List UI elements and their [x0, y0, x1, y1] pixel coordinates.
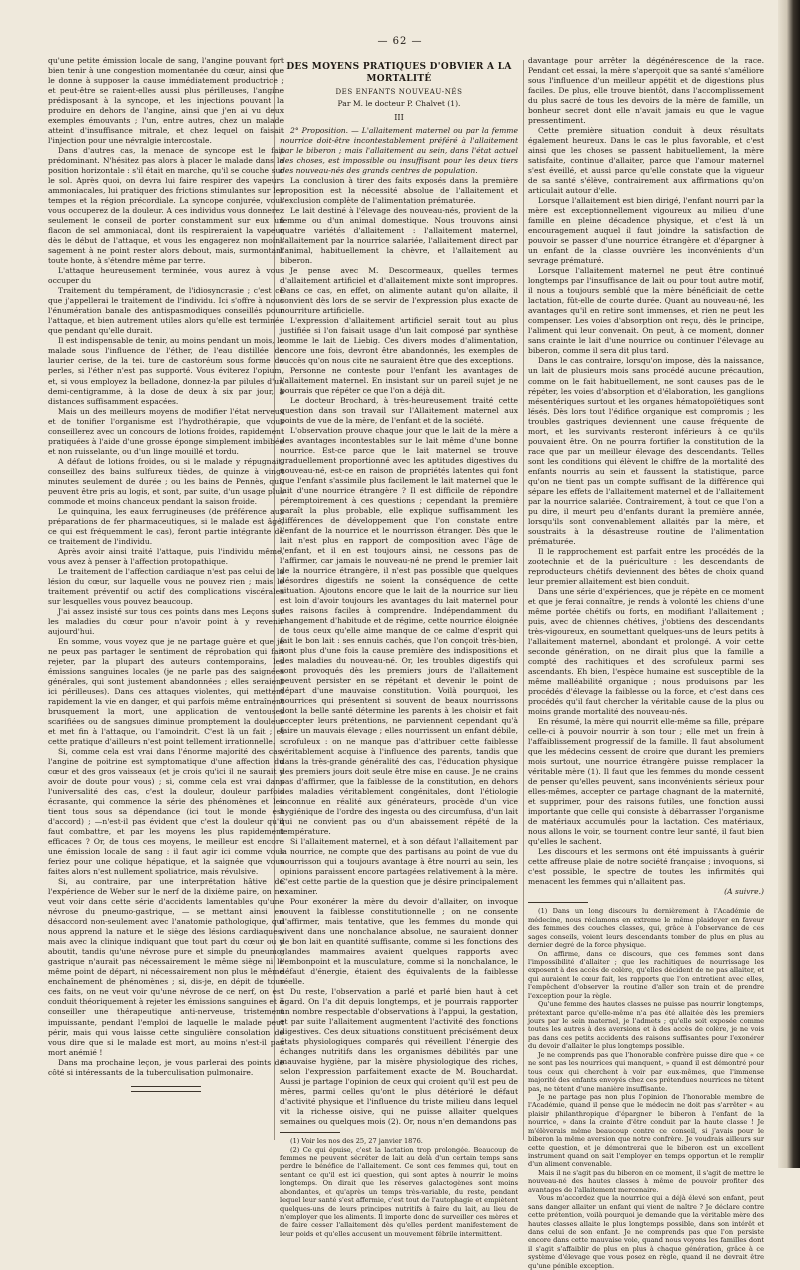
paragraph: Dans une série d'expériences, que je répète en ce moment et que je ferai connaître, je rends à volonté les chiens d'une même portée chétifs ou forts, en modifiant l'allaitement ; puis, avec de chiennes chétives, j'obtiens des descendants très-vigoureux, en soumettant quelques-uns de leurs petits à l'allaitement maternel, abondant et prolongé. A voir cette seconde génération, on ne dirait plus que la famille a compté des rachitiques et des scrofuleux parmi ses ascendants. Eh bien, l'espèce humaine est susceptible de la même malléabilité organique ; nous produisons par les procédés d'élevage la faiblesse ou la force, et c'est dans ces procédés qu'il faut chercher la véritable cause de la plus ou moins grande mortalité des nouveau-nés.: [528, 586, 764, 717]
right-column: [528, 56, 764, 1270]
paragraph: Je pense avec M. Descormeaux, quelles termes d'allaitement artificiel et d'allaitement mixte sont impropres. Dans ce cas, en effet, on alimente autant qu'on allaite, il convient dès lors de se servir de l'expression plus exacte de nourriture artificielle.: [280, 265, 518, 315]
footnote: Je ne partage pas non plus l'opinion de l'honorable membre de l'Académie, quand il pense que le médecin ne doit pas s'arrêter « au plaisir philanthropique d'épargner le biberon à l'enfant de la nourrice, » dans la crainte d'être conduit par la haute classe ! Je m'élèverais même beaucoup contre ce conseil, si j'avais pour le biberon la même aversion que notre confrère. Je voudrais ailleurs sur cette question, et je démontrerai que le biberon est un excellent instrument quand on sait l'employer en temps opportun et le remplir d'un aliment convenable.: [528, 1092, 764, 1169]
to-be-continued: (A suivre.): [724, 887, 764, 897]
section-number: III: [394, 113, 404, 122]
paragraph: 2° Proposition. — L'allaitement maternel ou par la femme nourrice doit-être incontestablement préféré à l'allaitement par le biberon ; mais l'allaitement au sein, dans l'état actuel des choses, est impossible ou insuffisant pour les deux tiers des nouveau-nés des grands centres de population.: [280, 125, 518, 175]
footnote: Vous m'accordez que la nourrice qui a déjà élevé son enfant, peut sans danger allaiter un enfant qui vient de naître ? Je déclare contre cette prétention, voilà pourquoi je demande que la véritable mère des hautes classes allaite le plus longtemps possible, dans son intérêt et dans celui de son enfant. Je ne comprends pas que l'on persiste encore dans cette mauvaise voie, quand nous voyons les familles dont il s'agit s'affaiblir de plus en plus à chaque génération, grâce à ce système d'élevage que vous posez en règle, quand il ne devrait être qu'une pénible exception.: [528, 1194, 764, 1270]
paragraph: Il est indispensable de tenir, au moins pendant un mois, le malade sous l'influence de l'éther, de l'eau distillée de laurier cerise, de la tei. ture de castoréum sous forme de perles, si l'éther n'est pas supporté. Vous éviterez l'opium, et, si vous employez la belladone, donnez-la par pilules d'un demi-centigramme, à la dose de deux à six par jour, à distances suffisamment espacées.: [48, 336, 284, 406]
paragraph: Lorsque l'allaitement est bien dirigé, l'enfant nourri par la mère est exceptionnellement vigoureux au milieu d'une famille en pleine décadence physique, et c'est là un encouragement auquel il faut joindre la satisfaction de pouvoir se passer d'une nourrice étrangère et d'épargner à un enfant de la classe ouvrière les inconvénients d'un sevrage prématuré.: [528, 196, 764, 266]
paragraph: En somme, vous voyez que je ne partage guère et que je ne peux pas partager le sentiment de réprobation qui fait rejeter, par la plupart des auteurs contemporains, les émissions sanguines locales (je ne parle pas des saignées générales, qui sont justement abandonnées ; elles seraient ici périlleuses). Dans ces attaques violentes, qui mettent rapidement la vie en danger, et qui parfois même entraînent brusquement la mort, une application de ventouses scarifiées ou de sangsues diminue promptement la douleur et met fin à l'attaque, ou l'amoindrit. C'est là un fait ; et cette pratique d'ailleurs n'est point tellement irrationnelle.: [48, 636, 284, 747]
paragraph: Après avoir ainsi traité l'attaque, puis l'individu même, vous avez à penser à l'affection protopathique.: [48, 546, 284, 566]
footnote: (2) Ce qui épuise, c'est la lactation trop prolongée. Beaucoup de femmes ne peuvent sécréter de lait au delà d'un certain temps sans perdre le bénéfice de l'allaitement. Ce sont ces femmes qui, tout en sentant ce qu'il est ici question, qui sont aptes à nourrir le moins longtemps. On dirait que les réserves galactogènes sont moins abondantes, et qu'après un temps très-variable, du reste, pendant lequel leur santé s'est affermie, c'est tout de l'autophagie et empiètent quelques-uns de leurs principes nutritifs à faire du lait, au lieu de n'employer que les aliments. Il importe donc de surveiller ces mères et de faire cesser l'allaitement dès qu'elles perdent manifestement de leur poids et qu'elles accusent un mouvement fébrile intermittent.: [280, 1145, 518, 1238]
article-subtitle: DES ENFANTS NOUVEAU-NÉS: [335, 87, 463, 96]
article-author: Par M. le docteur P. Chalvet (1).: [337, 98, 461, 108]
paragraph: davantage pour arrêter la dégénérescence de la race. Pendant cet essai, la mère s'aperçoit que sa santé s'améliore sous l'influence d'un meilleur appétit et de digestions plus faciles. De plus, elle trouve bientôt, dans l'accomplissement du plus sacré de tous les devoirs de la mère de famille, un bonheur secret dont elle n'avait jamais eu que le vague pressentiment.: [528, 56, 764, 126]
paragraph: Le traitement de l'affection cardiaque n'est pas celui de la lésion du cœur, sur laquelle vous ne pouvez rien ; mais le traitement préventif ou actif des complications viscérales sur lesquelles vous pouvez beaucoup.: [48, 566, 284, 606]
paragraph: En résumé, la mère qui nourrit elle-même sa fille, prépare celle-ci à pouvoir nourrir à son tour ; elle met un frein à l'affaiblissement progressif de la famille. Il faut absolument que les médecins cessent de croire que durant les premiers mois surtout, une nourrice étrangère puisse remplacer la véritable mère (1). Il faut que les femmes du monde cessent de penser qu'elles peuvent, sans inconvénients sérieux pour elles-mêmes, accepter ce partage chagnant de la maternité, et supprimer, pour des raisons futiles, une fonction aussi importante que celle qui consiste à débarrasser l'organisme de matériaux accumulés pour la lactation. Ces matériaux, nous allons le voir, se tournent contre leur santé, il faut bien qu'elles le sachent.: [528, 717, 764, 847]
paragraph: Traitement du tempérament, de l'idiosyncrasie ; c'est ce que j'appellerai le traitement de l'individu. Ici s'offre à nous l'énumération banale des antispasmodiques conseillés pour l'attaque, et bien autrement utiles alors qu'elle est terminée que pendant qu'elle durait.: [48, 286, 284, 336]
paragraph: Le lait destiné à l'élevage des nouveau-nés, provient de la femme ou d'un animal domestique. Nous trouvons ainsi quatre variétés d'allaitement : l'allaitement maternel, l'allaitement par la nourrice salariée, l'allaitement direct par l'animal, habituellement la chèvre, et l'allaitement au biberon.: [280, 205, 518, 265]
footnote: (1) Voir les nos des 25, 27 janvier 1876.: [290, 1137, 423, 1146]
book-binding-edge: [778, 0, 800, 1168]
paragraph: La conclusion à tirer des faits exposés dans la première proposition est la nécessité absolue de l'allaitement et l'exclusion complète de l'alimentation prématurée.: [280, 175, 518, 205]
paragraph: L'expression d'allaitement artificiel serait tout au plus justifiée si l'on faisait usage d'un lait composé par synthèse comme le lait de Liebig. Ces divers modes d'alimentation, encore une fois, devront être abandonnés, les exemples de succès qu'on nous cite ne sauraient être que des exceptions.: [280, 315, 518, 365]
paragraph: Personne ne conteste pour l'enfant les avantages de l'allaitement maternel. En insistant sur un pareil sujet je ne pourrais que répéter ce que l'on a déjà dit.: [280, 365, 518, 395]
paragraph: Si l'allaitement maternel, et à son défaut l'allaitement par la nourrice, ne compte que des partisans au point de vue du nourrisson qui a toujours avantage à être nourri au sein, les opinions paraissent encore partagées relativement à la mère. C'est cette partie de la question que je désire principalement examiner.: [280, 836, 518, 896]
paragraph: Cette première situation conduit à deux résultats également heureux. Dans le cas le plus favorable, et c'est ainsi que les choses se passent habituellement, la mère satisfaite, continue d'allaiter, parce que l'amour maternel s'est éveillé, et aussi parce qu'elle constate que la vigueur de sa santé s'élève, contrairement aux affirmations qu'on articulait autour d'elle.: [528, 126, 764, 196]
paragraph: L'observation prouve chaque jour que le lait de la mère a des avantages incontestables sur le lait même d'une bonne nourrice. Est-ce parce que le lait maternel se trouve graduellement proportionné avec les aptitudes digestives du nouveau-né, est-ce en raison de propriétés latentes qui font que l'enfant s'assimile plus facilement le lait maternel que le lait d'une nourrice étrangère ? Il est difficile de répondre péremptoirement à ces questions ; cependant la première paraît la plus probable, elle explique suffisamment les différences de développement que l'on constate entre l'enfant de la nourrice et le nourrisson étranger. Dès que le lait n'est plus en rapport de composition avec l'âge de l'enfant, et il en est toujours ainsi, ne cessons pas de l'affirmer, car jamais le nouveau-né ne prend le premier lait de la nourrice étrangère, il n'est pas possible que quelques désordres digestifs ne soient la conséquence de cette situation. Ajoutons encore que le lait de la nourrice sur lieu est loin d'avoir toujours les avantages du lait maternel pour des raisons faciles à comprendre. Indépendamment du changement d'habitude et de régime, cette nourrice éloignée de tous ceux qu'elle aime manque de ce calme d'esprit qui fait le bon lait : ses ennuis cachés, que l'on conçoit très-bien, sont plus d'une fois la cause première des indispositions et des maladies du nouveau-né. Or, les troubles digestifs qui sont provoqués dès les premiers jours de l'allaitement peuvent persister en se répétant et devenir le point de départ d'une mauvaise constitution. Voilà pourquoi, les nourrices qui présentent si souvent de beaux nourrissons dont la belle santé détermine les parents à les choisir et fait accepter leurs prétentions, ne parviennent cependant qu'à faire un mauvais élevage ; elles nourrissent un enfant débile, scrofuleux : on ne manque pas d'attribuer cette faiblesse véritablement acquise à l'influence des parents, tandis que dans la très-grande généralité des cas, l'éducation physique des premiers jours doit seule être mise en cause. Je ne crains pas d'affirmer, que la faiblesse de la constitution, en dehors des maladies véritablement congénitales, dont l'étiologie inconnue en réalité aux générateurs, procède d'un vice hygiénique de l'ordre des ingesta ou des circumfusa, d'un lait qui ne convient pas ou d'un abaissement répété de la température.: [280, 426, 518, 836]
end-ornament: [131, 1086, 201, 1092]
paragraph: Dans ma prochaine leçon, je vous parlerai des points de côté si intéressants de la tuberculisation pulmonaire.: [48, 1057, 284, 1077]
paragraph: Le quinquina, les eaux ferrugineuses (de préférence aux préparations de fer pharmaceutiques, si le malade est âgé, ce qui est fréquemment le cas), feront partie intégrante de ce traitement de l'individu.: [48, 506, 284, 546]
footnote-rule: [528, 902, 588, 903]
footnote: Qu'une femme des hautes classes ne puisse pas nourrir longtemps, prétextant parce qu'elle-même n'a pas été allaitée dès les premiers jours par le sein maternel, je l'admets ; qu'elle soit exposée comme toutes les autres à des aversions et à des accès de colère, je ne vois pas dans ces petits accidents des raisons suffisantes pour l'exonérer du devoir d'allaiter le plus longtemps possible.: [528, 1000, 764, 1051]
paragraph: Le docteur Brochard, à très-heureusement traité cette question dans son travail sur l'Allaitement maternel aux points de vue de la mère, de l'enfant et de la société.: [280, 395, 518, 425]
page-number: — 62 —: [377, 36, 423, 47]
paragraph: Dans le cas contraire, lorsqu'on impose, dès la naissance, un lait de plusieurs mois sans procédé aucune précaution, comme on le fait habituellement, ne sont causes pas de le répéter, les voies d'absorption et d'élaboration, les ganglions mésentériques surtout et les organes hématopoïétiques sont lésés. Dès lors tout l'édifice organique est compromis ; les troubles gastriques deviennent une cause fréquente de mort, et les survivants resteront inférieurs à ce qu'ils pouvaient être. On ne pourra fortifier la constitution de la race que par un meilleur élevage des descendants. Telles sont les conditions qui élèvent le chiffre de la mortalité des enfants nourris au sein et faussent la statistique, parce qu'on ne tient pas un compte suffisant de la différence qui sépare les effets de l'allaitement maternel et de l'allaitement par la nourrice salariée. Contrairement, à tout ce que l'on a pu dire, il meurt peu d'enfants durant la première année, lorsqu'ils sont convenablement allaités par la mère, et soustraits à la désastreuse routine de l'alimentation prématurée.: [528, 356, 764, 546]
footnote-rule: [280, 1132, 340, 1133]
column-divider-right: [523, 60, 524, 1140]
footnote: Je ne comprends pas que l'honorable confrère puisse dire que « ce ne sont pas les nourrices qui manquent, » quand il est démontré pour tous ceux qui cherchent à voir par eux-mêmes, que l'immense majorité des enfants envoyés chez ces prétendues nourrices ne tètent pas, ne tètent d'une manière insuffisante.: [528, 1050, 764, 1093]
footnote: On affirme, dans ce discours, que ces femmes sont dans l'impossibilité d'allaiter ; que les rachitiques de nourrissage les exposent à des accès de colère, qu'elles décident de ne pas allaiter, et qui auraient le cœur fait, les rapports que l'on entretient avec elles, l'empêchent d'observer la routine d'aller son train et de prendre l'exception pour la règle.: [528, 949, 764, 1000]
paragraph: Du reste, l'observation a parlé et parlé bien haut à cet égard. On l'a dit depuis longtemps, et je pourrais rapporter un nombre respectable d'observations à l'appui, la gestation, et par suite l'allaitement augmentent l'activité des fonctions digestives. Ces deux situations constituent précisément deux états physiologiques comparés qui réveillent l'énergie des échanges nutritifs dans les organismes débilités par une mauvaise hygiène, par la misère physiologique des riches, selon l'expression parfaitement exacte de M. Bouchardat. Aussi je partage l'opinion de ceux qui croient qu'il est peu de mères, parmi celles qu'ont le plus détérioré le défaut d'activité physique et l'influence du triste milieu dans lequel vit la richesse oisive, qui ne puisse allaiter quelques semaines ou quelques mois (2). Or, nous n'en demandons pas: [280, 986, 518, 1127]
footnote: Mais il ne s'agit pas du biberon en ce moment, il s'agit de mettre le nouveau-né des hautes classes à même de pouvoir profiter des avantages de l'allaitement mercenaire.: [528, 1168, 764, 1194]
paragraph: Pour exonérer la mère du devoir d'allaiter, on invoque souvent la faiblesse constitutionnelle ; on ne consente d'affirmer, mais tentative, que les femmes du monde qui vivent dans une nonchalance absolue, ne sauraient donner de bon lait en quantité suffisante, comme si les fonctions des glandes mammaires avaient quelques rapports avec l'embonpoint et la musculature, comme si la nonchalance, le défaut d'énergie, étaient des équivalents de la faiblesse réelle.: [280, 896, 518, 986]
paragraph: Lorsque l'allaitement maternel ne peut être continué longtemps par l'insuffisance de lait ou pour tout autre motif, il nous a toujours semblé que la mère bénéficiait de cette lactation, fût-elle de courte durée. Quant au nouveau-né, les avantages qu'il en retire sont immenses, et rien ne peut les compenser. Les voies d'absorption ont reçu, dès le principe, l'aliment qui leur convenait. On peut, à ce moment, donner sans crainte le lait d'une nourrice ou continuer l'élevage au biberon, comme il sera dit plus tard.: [528, 266, 764, 356]
middle-column: [280, 56, 518, 1238]
footnote: (1) Dans un long discours lu dernièrement à l'Académie de médecine, nous réclamons en extreme le même plaidoyer en faveur des femmes des couches classes, qui, grâce à l'observance de ces sages conseils, voient leurs descendants tomber de plus en plus au dernier degré de la force physique.: [528, 907, 764, 950]
paragraph: A défaut de lotions froides, ou si le malade y répugnait, conseillez des bains sulfureux tièdes, de quinze à vingt minutes seulement de durée ; ou les bains de Pennès, qui, peuvent être pris au logis, et sont, par suite, d'un usage plus commode et moins chanceux pendant la saison froide.: [48, 456, 284, 506]
paragraph: Mais un des meilleurs moyens de modifier l'état nerveux et de tonifier l'organisme est l'hydrothérapie, que vous conseillerez avec un concours de lotions froides, rapidement pratiquées à l'aide d'une grosse éponge simplement imbibée et non ruisselante, ou d'un linge mouillé et tordu.: [48, 406, 284, 456]
paragraph: Il le rapprochement est parfait entre les procédés de la zootechnie et de la puériculture : les descendants de reproducteurs chétifs deviennent des bêtes de choix quand leur premier allaitement est bien conduit.: [528, 546, 764, 586]
left-column: [48, 56, 284, 1146]
article-title: DES MOYENS PRATIQUES D'OBVIER A LA MORTALITÉ: [286, 62, 512, 84]
paragraph: Dans d'autres cas, la menace de syncope est le fait prédominant. N'hésitez pas alors à placer le malade dans la position horizontale : s'il était en marche, qu'il se couche sur le sol. Après quoi, on devra lui faire respirer des vapeurs ammoniacales, lui pratiquer des frictions stimulantes sur les tempes et la région précordiale. La syncope conjurée, vous vous occuperez de la douleur. A ces individus vous donnerez seulement le conseil de porter constamment sur eux un flacon de sel ammoniacal, dont ils respireraient la vapeur dès le début de l'attaque, et vous les engagerez non moins sagement à ne point rester alors debout, mais, surmontant toute honte, à s'étendre même par terre.: [48, 146, 284, 266]
paragraph: qu'une petite émission locale de sang, l'angine pouvant fort bien tenir à une congestion momentanée du cœur, ainsi que le donne à supposer la cause immédiatement productrice ; et peut-être se raient-elles aussi plus périlleuses, l'angine prédisposant à la syncope, et les injections pouvant la produire en dehors de l'angine, ainsi que j'en ai vu deux exemples émouvants ; l'un, entre autres, chez un malade atteint d'insuffisance mitrale, et chez lequel on faisait l'injection pour une névralgie intercostale.: [48, 56, 284, 146]
paragraph: Les discours et les sermons ont été impuissants à guérir cette affreuse plaie de notre société française ; invoquons, si c'est possible, le spectre de toutes les infirmités qui menacent les femmes qui n'allaitent pas.: [528, 847, 764, 887]
paragraph: J'ai assez insisté sur tous ces points dans mes Leçons sur les maladies du cœur pour n'avoir point à y revenir aujourd'hui.: [48, 606, 284, 636]
paragraph: Si, au contraire, par une interprétation hâtive de l'expérience de Weber sur le nerf de la dixième paire, on ne veut voir dans cette série d'accidents lamentables qu'une névrose du pneumo-gastrique, — se mettant ainsi en désaccord non-seulement avec l'anatomie pathologique, qui nous apprend la nature et le siège des lésions cardiaques, mais avec la clinique indiquant que tout part du cœur ou y aboutit, tandis qu'une névrose pure et simple du pneumo-gastrique n'aurait pas nécessairement le même siège ni le même point de départ, ni nécessairement non plus le même enchaînement de phénomènes ; si, dis-je, en dépit de tous ces faits, on ne veut voir qu'une névrose de ce nerf, on est conduit théoriquement à rejeter les émissions sanguines et à conseiller une thérapeutique anti-nerveuse, tristement impuissante, pendant l'emploi de laquelle le malade peut périr, mais qui vous laisse cette singulière consolation de vous dire que si le malade est mort, au moins n'est-il pas mort anémié !: [48, 877, 284, 1057]
paragraph: Si, comme cela est vrai dans l'énorme majorité des cas, l'angine de poitrine est symptomatique d'une affection du cœur et des gros vaisseaux (et je crois qu'ici il ne saurait y avoir de doute pour vous) ; si, comme cela est vrai dans l'universalité des cas, c'est la douleur, douleur parfois écrasante, qui commence la série des phénomènes et les tient tous sous sa dépendance (ici tout le monde est d'accord) ; —n'est-il pas évident que c'est la douleur qu'il faut combattre, et par les moyens les plus rapidement efficaces ? Or, de tous ces moyens, le meilleur est encore une émission locale de sang : il faut agir ici comme vous feriez pour une colique hépatique, et la saignée que vous faites alors n'est nullement spoliatrice, mais révulsive.: [48, 747, 284, 877]
paragraph: L'attaque heureusement terminée, vous aurez à vous occuper du: [48, 266, 284, 286]
